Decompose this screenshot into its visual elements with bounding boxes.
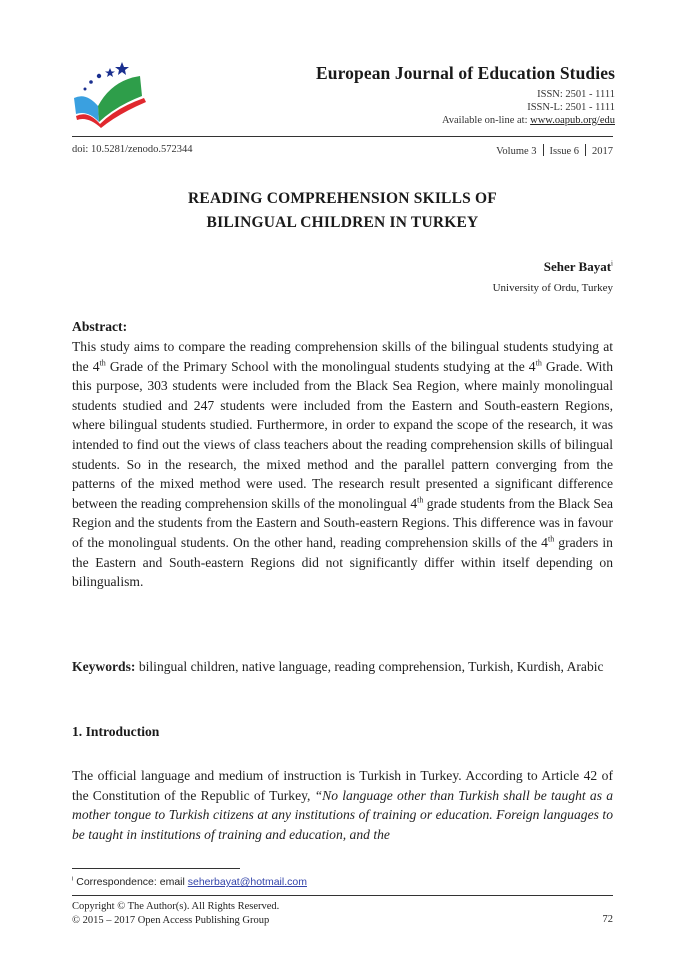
superscript: th	[417, 495, 424, 505]
journal-header	[316, 63, 615, 127]
footnote-mark: i	[72, 876, 74, 883]
superscript: th	[99, 358, 106, 368]
abstract-part: Grade. With this purpose, 303 students were included from the Black Sea Region, where mainly monolingual students studied and 247 students were included from the Eastern and South-eastern Regions, where bilingual students studied. Furthermore, in order to expand the scope of the research, it was intended to find out the views of class teachers about the reading comprehension skills of bilingual students. So in the research, the mixed method and the parallel pattern converging from the patterns of the mixed method were used. The research result presented a significant difference between the reading comprehension skills of the monolingual 4	[72, 358, 614, 511]
copyright-block	[72, 900, 279, 927]
abstract-text	[72, 337, 613, 592]
title-line-1: READING COMPREHENSION SKILLS OF	[188, 190, 497, 207]
separator	[585, 144, 586, 156]
keywords	[72, 657, 613, 677]
volume-issue-year	[496, 144, 613, 157]
superscript: th	[535, 358, 542, 368]
volume: Volume 3	[496, 146, 537, 157]
journal-logo	[68, 58, 150, 130]
copyright-line-1: Copyright © The Author(s). All Rights Reserved.	[72, 901, 280, 912]
introduction-text	[72, 766, 613, 844]
abstract-part: This study aims to compare the reading comprehension skills of the bilingual students studying at the 4	[72, 339, 613, 374]
intro-quote-text: “No language other than Turkish shall be taught as a mother tongue to Turkish citizens at any institutions of training or education. Foreign languages to be taught in institutions of training and education, and the	[72, 787, 613, 842]
keywords-label: Keywords:	[72, 659, 136, 674]
intro-plain-text: The official language and medium of instruction is Turkish in Turkey. According to Article 42 of the Constitution of the Republic of Turkey,	[72, 768, 613, 803]
footnote-label: Correspondence: email	[73, 876, 188, 888]
footnote-rule	[72, 868, 240, 869]
availability-label: Available on-line at:	[441, 115, 531, 126]
title-line-2: BILINGUAL CHILDREN IN TURKEY	[206, 214, 479, 231]
issn-l: ISSN-L: 2501 - 1111	[527, 102, 615, 113]
availability-line	[316, 114, 615, 127]
issn: ISSN: 2501 - 1111	[537, 89, 615, 100]
year: 2017	[592, 146, 613, 157]
abstract-part: Grade of the Primary School with the monolingual students studying at the 4	[105, 358, 536, 374]
journal-url-link[interactable]: www.oapub.org/edu	[530, 115, 615, 126]
footer-rule	[72, 895, 613, 896]
keywords-list: bilingual children, native language, reading comprehension, Turkish, Kurdish, Arabic	[135, 659, 604, 674]
correspondence-email-link[interactable]: seherbayat@hotmail.com	[187, 876, 307, 888]
abstract-heading: Abstract:	[72, 319, 128, 334]
author-footnote-mark[interactable]: i	[611, 259, 613, 268]
author-affiliation: University of Ordu, Turkey	[492, 282, 613, 294]
separator	[543, 144, 544, 156]
author-name	[544, 259, 613, 275]
issue: Issue 6	[549, 146, 579, 157]
article-title	[72, 187, 613, 235]
abstract-part: grade students from the Black Sea Region and the students from the Eastern and South-eastern Regions. This difference was in favour of the monolingual students. On the other hand, reading comprehension skills of the 4	[72, 495, 613, 550]
header-rule	[72, 136, 613, 137]
journal-title: European Journal of Education Studies	[315, 63, 615, 83]
open-book-with-stars-icon	[68, 58, 150, 130]
footnote	[72, 876, 307, 888]
superscript: th	[547, 534, 555, 544]
author-text: Seher Bayat	[543, 259, 612, 274]
introduction-heading: 1. Introduction	[72, 724, 160, 739]
page-number: 72	[602, 914, 613, 925]
abstract-part: graders in the Eastern and South-eastern Regions did not significantly differ within itself depending on bilingualism.	[72, 534, 613, 590]
copyright-line-2: © 2015 – 2017 Open Access Publishing Group	[72, 914, 270, 926]
doi: doi: 10.5281/zenodo.572344	[72, 144, 193, 155]
